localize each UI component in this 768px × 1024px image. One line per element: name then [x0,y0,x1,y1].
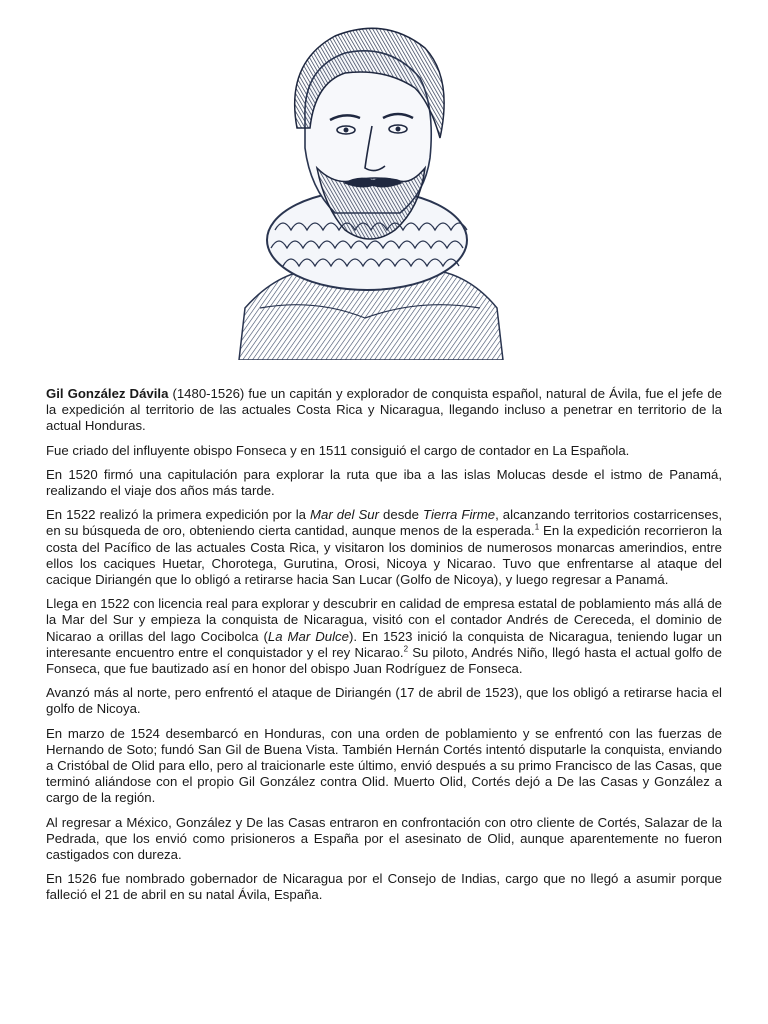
article-body [46,386,722,912]
paragraph-1522-expedition [46,507,722,588]
subject-name: Gil González Dávila [46,386,169,401]
italic-term: Mar del Sur [310,507,379,523]
text-segment: Llega en 1522 con licencia real para explorar y descubrir en calidad de empresa estatal de poblamiento más allá de la Mar del Sur y empieza la conquista de Nicaragua, visitó con el contador Andrés de Cereceda, el dominio de Nicarao a orillas del lago Cocibolca ( [46,596,722,644]
text-segment: En la expedición recorrieron la costa del Pacífico de las actuales Costa Rica, y visitaron los dominios de numerosos monarcas amerindios, entre ellos los caciques Huetar, Chorotega, Gurutina, Orosi, Nicoya y Nicarao. Tuvo que enfrentarse al ataque del cacique Diriangén que lo obligó a retirarse hacia San Lucar (Golfo de Nicoya), y luego regresar a Panamá. [46,523,723,588]
paragraph-nicaragua [46,596,722,677]
paragraph-1526: En 1526 fue nombrado gobernador de Nicaragua por el Consejo de Indias, cargo que no llegó a asumir porque falleció el 21 de abril en su natal Ávila, España. [46,871,722,903]
portrait-image [225,8,510,360]
text-segment: En 1522 realizó la primera expedición por la [46,507,311,523]
paragraph-1520: En 1520 firmó una capitulación para explorar la ruta que iba a las islas Molucas desde el istmo de Panamá, realizando el viaje dos años más tarde. [46,466,722,499]
text-segment: , alcanzando territorios costarricenses, en su búsqueda de oro, obteniendo cierta cantidad, aunque menos de la esperada. [46,507,722,539]
paragraph-diriangen: Avanzó más al norte, pero enfrentó el ataque de Diriangén (17 de abril de 1523), que los obligó a retirarse hacia el golfo de Nicoya. [46,685,722,717]
text-segment: Su piloto, Andrés Niño, llegó hasta el actual golfo de Fonseca, que fue bautizado así en honor del obispo Juan Rodríguez de Fonseca. [46,644,722,677]
text-segment: desde [378,507,424,523]
footnote-ref: 1 [534,523,540,533]
paragraph-intro [46,386,722,435]
text-segment: ). En 1523 inició la conquista de Nicaragua, teniendo lugar un interesante encuentro entre el conquistador y el rey Nicarao. [46,628,722,660]
portrait-engraving [225,8,510,360]
paragraph-fonseca: Fue criado del influyente obispo Fonseca y en 1511 consiguió el cargo de contador en La Española. [46,442,630,458]
italic-term: La Mar Dulce [267,628,349,644]
footnote-ref: 2 [403,644,409,654]
paragraph-mexico: Al regresar a México, González y De las Casas entraron en confrontación con otro cliente de Cortés, Salazar de la Pedrada, que los envió como prisioneros a España por el asesinato de Olid, aunque aparentemente no fueron castigados con dureza. [46,814,722,863]
italic-term: Tierra Firme [423,507,496,523]
paragraph-intro-text: (1480-1526) fue un capitán y explorador de conquista español, natural de Ávila, fue el jefe de la expedición al territorio de las actuales Costa Rica y Nicaragua, llegando incluso a penetrar en territorio de la actual Honduras. [46,386,722,434]
paragraph-honduras: En marzo de 1524 desembarcó en Honduras, con una orden de poblamiento y se enfrentó con las fuerzas de Hernando de Soto; fundó San Gil de Buena Vista. También Hernán Cortés intentó disputarle la conquista, enviando a Cristóbal de Olid para ello, pero al traicionarle este último, envió después a su primo Francisco de las Casas, que terminó aliándose con el propio Gil González contra Olid. Muerto Olid, Cortés dejó a De las Casas y González a cargo de la región. [46,725,722,806]
